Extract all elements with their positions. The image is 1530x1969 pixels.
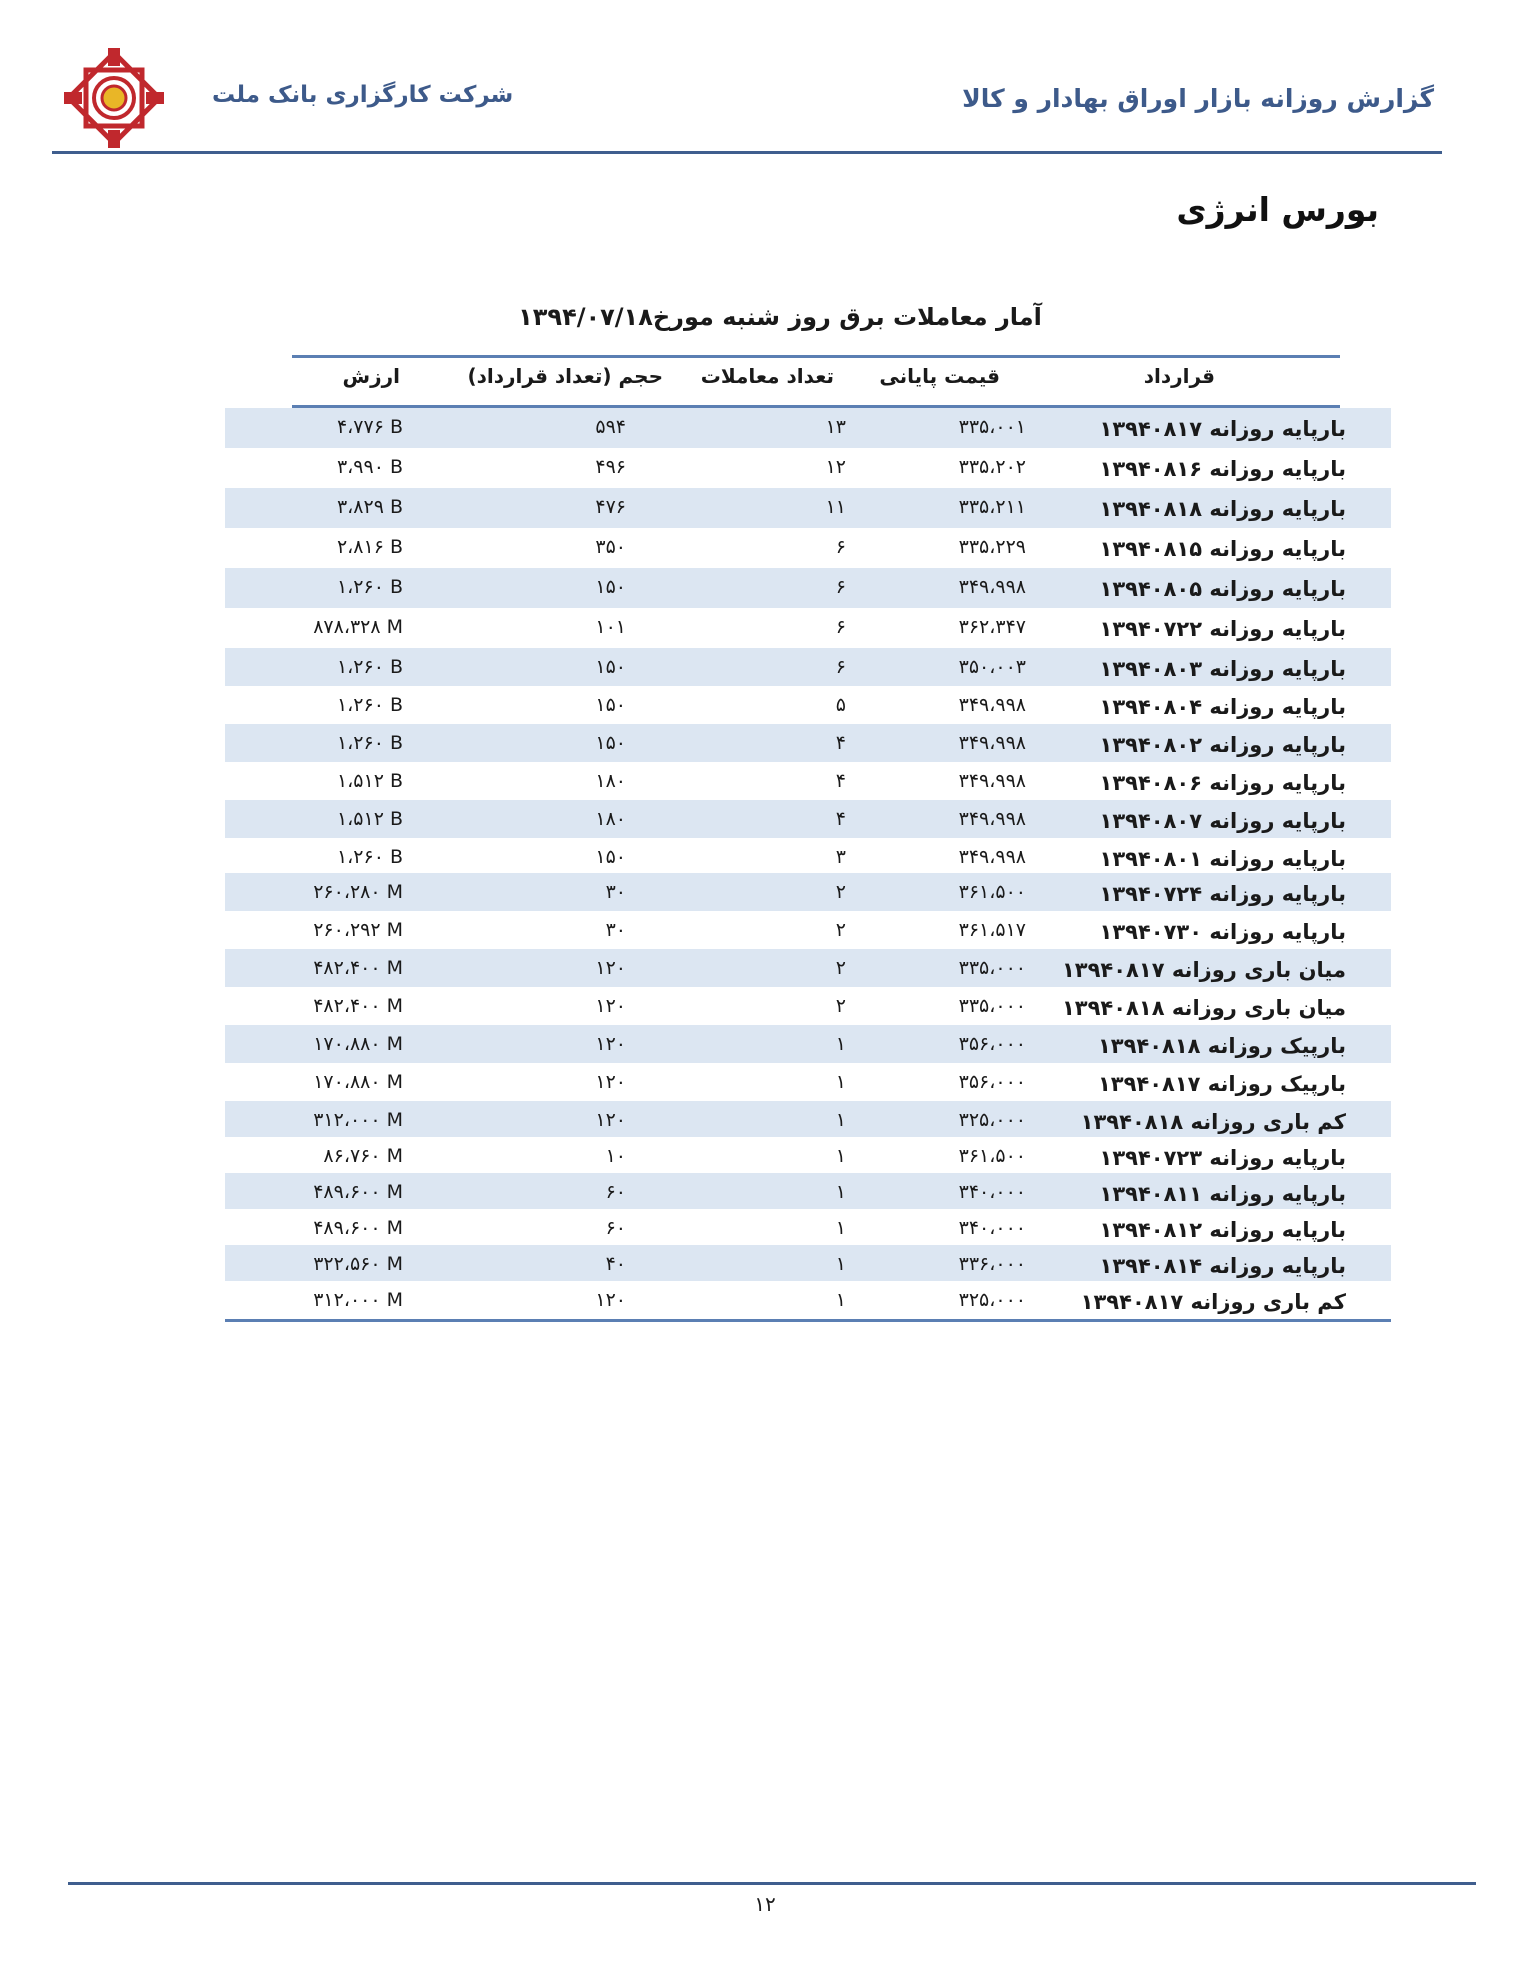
table-caption: آمار معاملات برق روز شنبه مورخ۱۳۹۴/۰۷/۱۸ [518, 303, 1042, 331]
value-cell: ۳،۹۹۰ B [336, 456, 403, 478]
final-price-cell: ۳۳۵،۲۲۹ [958, 536, 1026, 558]
volume-cell: ۶۰ [605, 1217, 626, 1239]
volume-cell: ۱۲۰ [595, 1289, 626, 1311]
table-row [225, 873, 1391, 911]
column-header-trade-count: تعداد معاملات [700, 364, 834, 388]
trade-count-cell: ۱ [835, 1217, 846, 1239]
table-row [225, 528, 1391, 568]
value-cell: ۳۱۲،۰۰۰ M [313, 1109, 403, 1131]
volume-cell: ۱۸۰ [595, 808, 626, 830]
final-price-cell: ۳۴۰،۰۰۰ [958, 1217, 1026, 1239]
value-cell: ۱۷۰،۸۸۰ M [313, 1071, 403, 1093]
final-price-cell: ۳۴۰،۰۰۰ [958, 1181, 1026, 1203]
bank-mellat-logo-icon [62, 46, 166, 150]
table-row [225, 1137, 1391, 1173]
final-price-cell: ۳۶۲،۳۴۷ [958, 616, 1026, 638]
table-header-top-rule [292, 355, 1340, 358]
trade-count-cell: ۶ [835, 616, 846, 638]
volume-cell: ۱۵۰ [595, 656, 626, 678]
volume-cell: ۱۲۰ [595, 1033, 626, 1055]
contract-cell: کم باری روزانه ۱۳۹۴۰۸۱۸ [1080, 1110, 1346, 1134]
final-price-cell: ۳۵۰،۰۰۳ [958, 656, 1026, 678]
value-cell: ۴۸۲،۴۰۰ M [313, 957, 403, 979]
volume-cell: ۱۲۰ [595, 995, 626, 1017]
footer-divider [68, 1882, 1476, 1885]
contract-cell: بارپایه روزانه ۱۳۹۴۰۸۰۳ [1099, 657, 1346, 681]
value-cell: ۴۸۲،۴۰۰ M [313, 995, 403, 1017]
contract-cell: بارپایه روزانه ۱۳۹۴۰۸۱۶ [1099, 457, 1346, 481]
volume-cell: ۳۰ [605, 919, 626, 941]
table-row [225, 1063, 1391, 1101]
trade-count-cell: ۲ [835, 881, 846, 903]
value-cell: ۱،۵۱۲ B [336, 808, 403, 830]
table-row [225, 686, 1391, 724]
value-cell: ۱،۲۶۰ B [336, 576, 403, 598]
trade-count-cell: ۱ [835, 1145, 846, 1167]
final-price-cell: ۳۶۱،۵۰۰ [958, 881, 1026, 903]
value-cell: ۴،۷۷۶ B [336, 416, 403, 438]
trade-count-cell: ۲ [835, 957, 846, 979]
table-body [225, 408, 1391, 1317]
value-cell: ۳۲۲،۵۶۰ M [313, 1253, 403, 1275]
contract-cell: بارپایه روزانه ۱۳۹۴۰۸۱۱ [1099, 1182, 1346, 1206]
final-price-cell: ۳۴۹،۹۹۸ [958, 846, 1026, 868]
table-row [225, 1025, 1391, 1063]
table-row [225, 911, 1391, 949]
table-row [225, 408, 1391, 448]
contract-cell: بارپیک روزانه ۱۳۹۴۰۸۱۸ [1097, 1034, 1346, 1058]
value-cell: ۲۶۰،۲۹۲ M [313, 919, 403, 941]
volume-cell: ۱۵۰ [595, 732, 626, 754]
contract-cell: بارپایه روزانه ۱۳۹۴۰۸۱۷ [1099, 417, 1346, 441]
trade-count-cell: ۶ [835, 656, 846, 678]
volume-cell: ۱۸۰ [595, 770, 626, 792]
volume-cell: ۳۵۰ [595, 536, 626, 558]
trade-count-cell: ۱ [835, 1071, 846, 1093]
contract-cell: بارپایه روزانه ۱۳۹۴۰۷۲۴ [1099, 882, 1346, 906]
contract-cell: بارپایه روزانه ۱۳۹۴۰۸۰۲ [1099, 733, 1346, 757]
page-number: ۱۲ [754, 1892, 776, 1916]
company-name: شرکت کارگزاری بانک ملت [212, 82, 514, 108]
contract-cell: بارپیک روزانه ۱۳۹۴۰۸۱۷ [1097, 1072, 1346, 1096]
table-row [225, 448, 1391, 488]
table-row [225, 1101, 1391, 1137]
volume-cell: ۴۹۶ [595, 456, 626, 478]
report-title: گزارش روزانه بازار اوراق بهادار و کالا [962, 84, 1434, 113]
final-price-cell: ۳۳۵،۰۰۰ [958, 957, 1026, 979]
table-row [225, 1209, 1391, 1245]
final-price-cell: ۳۳۶،۰۰۰ [958, 1253, 1026, 1275]
column-header-value: ارزش [342, 364, 400, 388]
contract-cell: میان باری روزانه ۱۳۹۴۰۸۱۸ [1061, 996, 1346, 1020]
contract-cell: بارپایه روزانه ۱۳۹۴۰۸۱۲ [1099, 1218, 1346, 1242]
volume-cell: ۱۲۰ [595, 1109, 626, 1131]
value-cell: ۲،۸۱۶ B [336, 536, 403, 558]
column-header-contract: قرارداد [1143, 364, 1215, 388]
volume-cell: ۳۰ [605, 881, 626, 903]
final-price-cell: ۳۲۵،۰۰۰ [958, 1109, 1026, 1131]
contract-cell: بارپایه روزانه ۱۳۹۴۰۸۱۸ [1099, 497, 1346, 521]
value-cell: ۱،۲۶۰ B [336, 694, 403, 716]
volume-cell: ۱۰ [605, 1145, 626, 1167]
final-price-cell: ۳۴۹،۹۹۸ [958, 694, 1026, 716]
table-row [225, 838, 1391, 873]
trade-count-cell: ۶ [835, 536, 846, 558]
final-price-cell: ۳۲۵،۰۰۰ [958, 1289, 1026, 1311]
contract-cell: بارپایه روزانه ۱۳۹۴۰۸۰۴ [1099, 695, 1346, 719]
table-row [225, 488, 1391, 528]
table-row [225, 608, 1391, 648]
volume-cell: ۴۷۶ [595, 496, 626, 518]
final-price-cell: ۳۴۹،۹۹۸ [958, 808, 1026, 830]
trade-count-cell: ۱ [835, 1033, 846, 1055]
table-row [225, 1281, 1391, 1317]
trade-count-cell: ۱ [835, 1289, 846, 1311]
table-bottom-rule [225, 1319, 1391, 1322]
value-cell: ۱،۲۶۰ B [336, 656, 403, 678]
volume-cell: ۶۰ [605, 1181, 626, 1203]
volume-cell: ۱۵۰ [595, 694, 626, 716]
value-cell: ۲۶۰،۲۸۰ M [313, 881, 403, 903]
final-price-cell: ۳۴۹،۹۹۸ [958, 770, 1026, 792]
trade-count-cell: ۱ [835, 1253, 846, 1275]
table-row [225, 762, 1391, 800]
table-row [225, 949, 1391, 987]
value-cell: ۱،۲۶۰ B [336, 732, 403, 754]
final-price-cell: ۳۵۶،۰۰۰ [958, 1033, 1026, 1055]
value-cell: ۳۱۲،۰۰۰ M [313, 1289, 403, 1311]
contract-cell: بارپایه روزانه ۱۳۹۴۰۸۱۵ [1099, 537, 1346, 561]
section-title: بورس انرژی [1176, 190, 1379, 229]
header-divider [52, 151, 1442, 154]
contract-cell: کم باری روزانه ۱۳۹۴۰۸۱۷ [1080, 1290, 1346, 1314]
trade-count-cell: ۱۱ [825, 496, 846, 518]
trade-count-cell: ۱۲ [825, 456, 846, 478]
contract-cell: بارپایه روزانه ۱۳۹۴۰۸۰۷ [1099, 809, 1346, 833]
trade-count-cell: ۱ [835, 1109, 846, 1131]
table-row [225, 987, 1391, 1025]
contract-cell: بارپایه روزانه ۱۳۹۴۰۸۰۵ [1099, 577, 1346, 601]
contract-cell: بارپایه روزانه ۱۳۹۴۰۸۰۱ [1099, 847, 1346, 871]
contract-cell: بارپایه روزانه ۱۳۹۴۰۷۲۳ [1099, 1146, 1346, 1170]
value-cell: ۱۷۰،۸۸۰ M [313, 1033, 403, 1055]
trade-count-cell: ۱۳ [825, 416, 846, 438]
trade-count-cell: ۵ [835, 694, 846, 716]
final-price-cell: ۳۴۹،۹۹۸ [958, 732, 1026, 754]
value-cell: ۸۶،۷۶۰ M [323, 1145, 403, 1167]
final-price-cell: ۳۵۶،۰۰۰ [958, 1071, 1026, 1093]
volume-cell: ۱۵۰ [595, 576, 626, 598]
trade-count-cell: ۴ [835, 770, 846, 792]
trade-count-cell: ۴ [835, 808, 846, 830]
value-cell: ۱،۵۱۲ B [336, 770, 403, 792]
volume-cell: ۱۰۱ [595, 616, 626, 638]
trade-count-cell: ۴ [835, 732, 846, 754]
volume-cell: ۱۲۰ [595, 957, 626, 979]
table-row [225, 800, 1391, 838]
value-cell: ۴۸۹،۶۰۰ M [313, 1181, 403, 1203]
value-cell: ۸۷۸،۳۲۸ M [313, 616, 403, 638]
volume-cell: ۱۲۰ [595, 1071, 626, 1093]
final-price-cell: ۳۳۵،۲۱۱ [958, 496, 1026, 518]
contract-cell: بارپایه روزانه ۱۳۹۴۰۸۱۴ [1099, 1254, 1346, 1278]
contract-cell: میان باری روزانه ۱۳۹۴۰۸۱۷ [1061, 958, 1346, 982]
final-price-cell: ۳۶۱،۵۱۷ [958, 919, 1026, 941]
contract-cell: بارپایه روزانه ۱۳۹۴۰۸۰۶ [1099, 771, 1346, 795]
final-price-cell: ۳۳۵،۰۰۰ [958, 995, 1026, 1017]
value-cell: ۳،۸۲۹ B [336, 496, 403, 518]
column-header-volume: حجم (تعداد قرارداد) [467, 364, 663, 388]
value-cell: ۱،۲۶۰ B [336, 846, 403, 868]
table-row [225, 1173, 1391, 1209]
final-price-cell: ۳۴۹،۹۹۸ [958, 576, 1026, 598]
trade-count-cell: ۶ [835, 576, 846, 598]
final-price-cell: ۳۳۵،۰۰۱ [958, 416, 1026, 438]
trade-count-cell: ۲ [835, 919, 846, 941]
trade-count-cell: ۱ [835, 1181, 846, 1203]
final-price-cell: ۳۶۱،۵۰۰ [958, 1145, 1026, 1167]
volume-cell: ۵۹۴ [595, 416, 626, 438]
final-price-cell: ۳۳۵،۲۰۲ [958, 456, 1026, 478]
volume-cell: ۱۵۰ [595, 846, 626, 868]
contract-cell: بارپایه روزانه ۱۳۹۴۰۷۲۲ [1099, 617, 1346, 641]
table-row [225, 648, 1391, 686]
table-row [225, 724, 1391, 762]
table-row [225, 568, 1391, 608]
trade-count-cell: ۲ [835, 995, 846, 1017]
table-row [225, 1245, 1391, 1281]
volume-cell: ۴۰ [605, 1253, 626, 1275]
value-cell: ۴۸۹،۶۰۰ M [313, 1217, 403, 1239]
column-header-final-price: قیمت پایانی [879, 364, 1000, 388]
contract-cell: بارپایه روزانه ۱۳۹۴۰۷۳۰ [1099, 920, 1346, 944]
trade-count-cell: ۳ [835, 846, 846, 868]
